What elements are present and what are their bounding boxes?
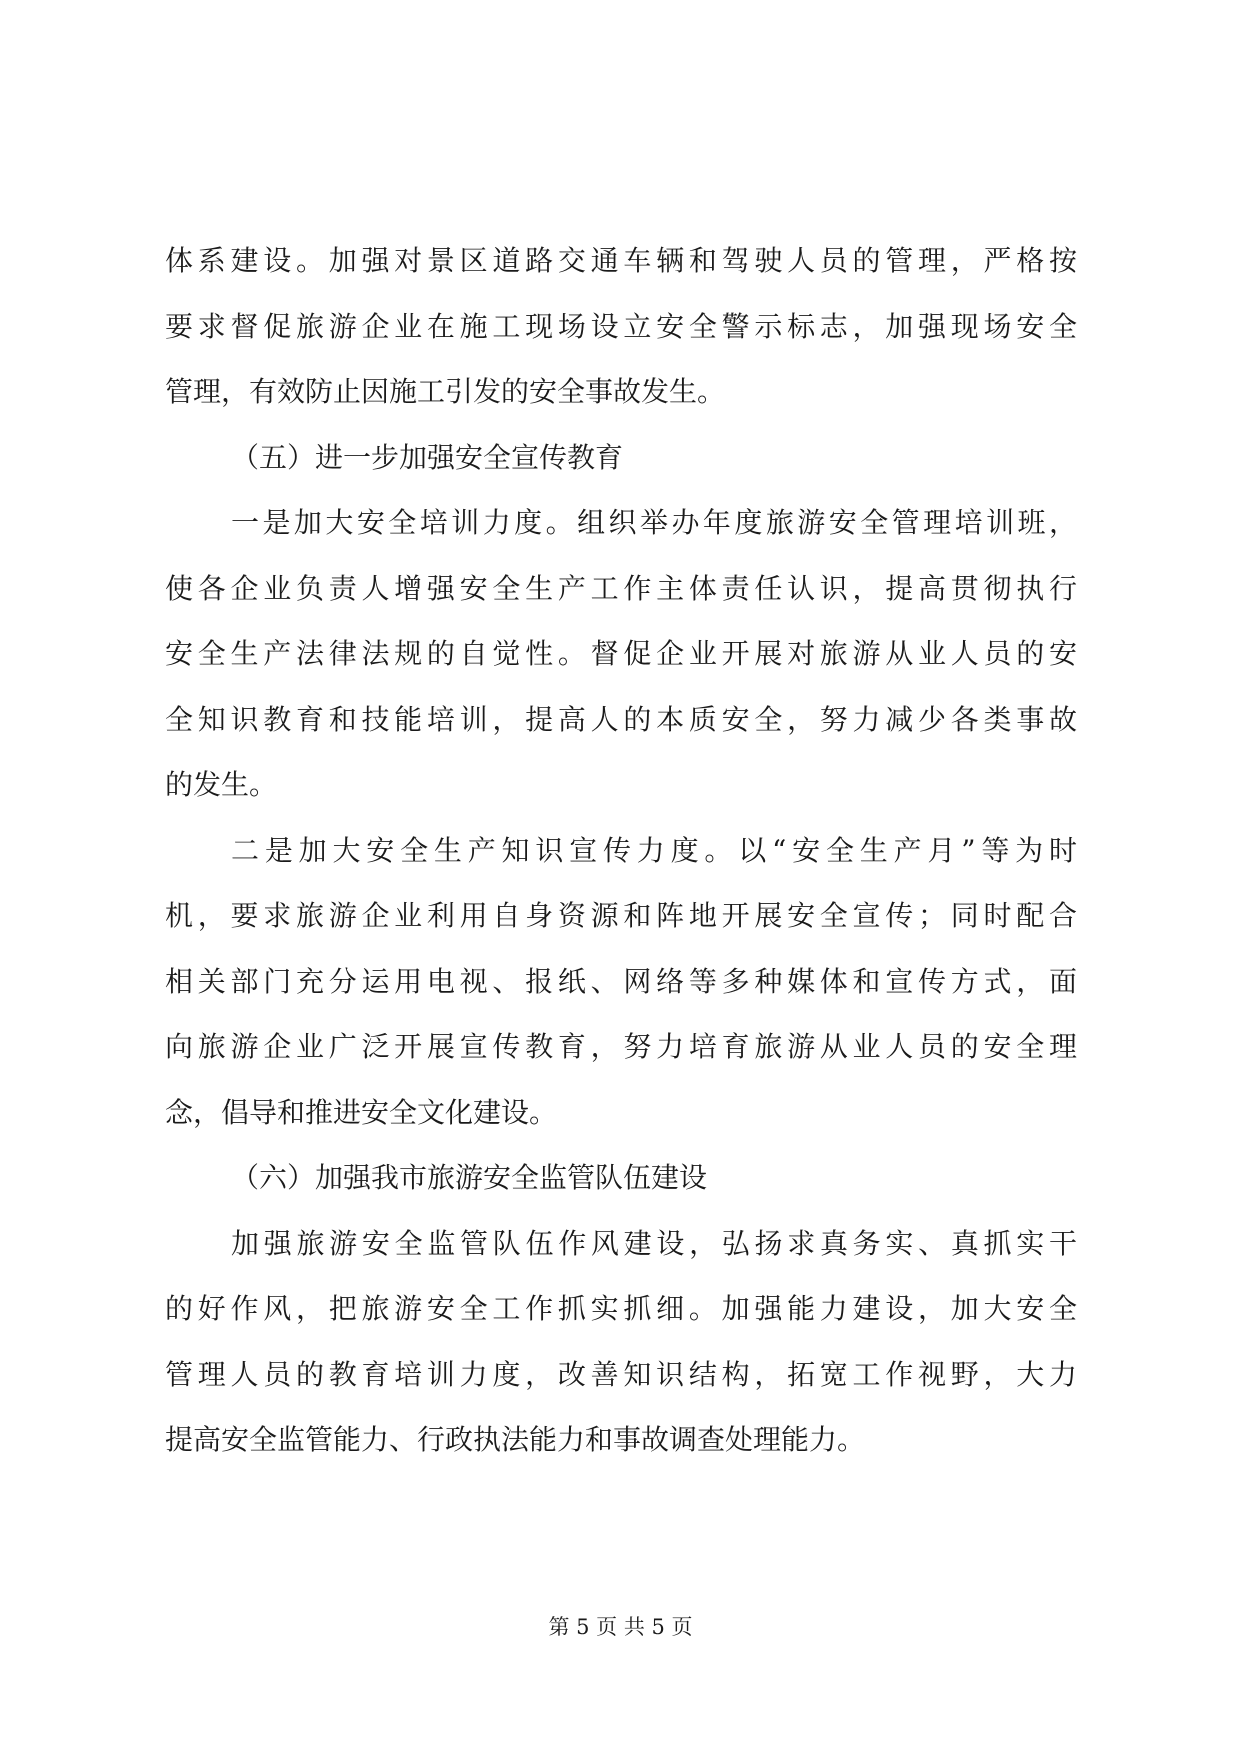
- paragraph-line: 要求督促旅游企业在施工现场设立安全警示标志，加强现场安全: [165, 309, 1077, 343]
- paragraph-line: 管理人员的教育培训力度，改善知识结构，拓宽工作视野，大力: [165, 1357, 1077, 1391]
- paragraph-line: 体系建设。加强对景区道路交通车辆和驾驶人员的管理，严格按: [165, 244, 1077, 277]
- paragraph-line: 管理，有效防止因施工引发的安全事故发生。: [165, 375, 726, 408]
- paragraph-line: 的好作风，把旅游安全工作抓实抓细。加强能力建设，加大安全: [165, 1292, 1077, 1325]
- paragraph-line: 向旅游企业广泛开展宣传教育，努力培育旅游从业人员的安全理: [165, 1030, 1077, 1063]
- paragraph-line: 机，要求旅游企业利用自身资源和阵地开展安全宣传；同时配合: [165, 899, 1077, 932]
- section-heading-5: （五）进一步加强安全宣传教育: [231, 440, 624, 474]
- section-heading-6: （六）加强我市旅游安全监管队伍建设: [231, 1161, 708, 1194]
- paragraph-line: 全知识教育和技能培训，提高人的本质安全，努力减少各类事故: [165, 702, 1077, 736]
- paragraph-line: 使各企业负责人增强安全生产工作主体责任认识，提高贯彻执行: [165, 571, 1077, 605]
- paragraph-line: 二是加大安全生产知识宣传力度。以“安全生产月”等为时: [231, 833, 1077, 867]
- document-body: [165, 228, 1077, 1473]
- paragraph-line: 念，倡导和推进安全文化建设。: [165, 1095, 558, 1129]
- paragraph-line: 安全生产法律法规的自觉性。督促企业开展对旅游从业人员的安: [165, 637, 1077, 670]
- paragraph-line: 提高安全监管能力、行政执法能力和事故调查处理能力。: [165, 1423, 866, 1456]
- paragraph-line: 的发生。: [165, 768, 278, 801]
- paragraph-line: 加强旅游安全监管队伍作风建设，弘扬求真务实、真抓实干: [231, 1226, 1077, 1260]
- page-number-footer: 第 5 页 共 5 页: [548, 1615, 693, 1639]
- paragraph-line: 相关部门充分运用电视、报纸、网络等多种媒体和宣传方式，面: [165, 964, 1077, 998]
- paragraph-line: 一是加大安全培训力度。组织举办年度旅游安全管理培训班，: [231, 506, 1077, 539]
